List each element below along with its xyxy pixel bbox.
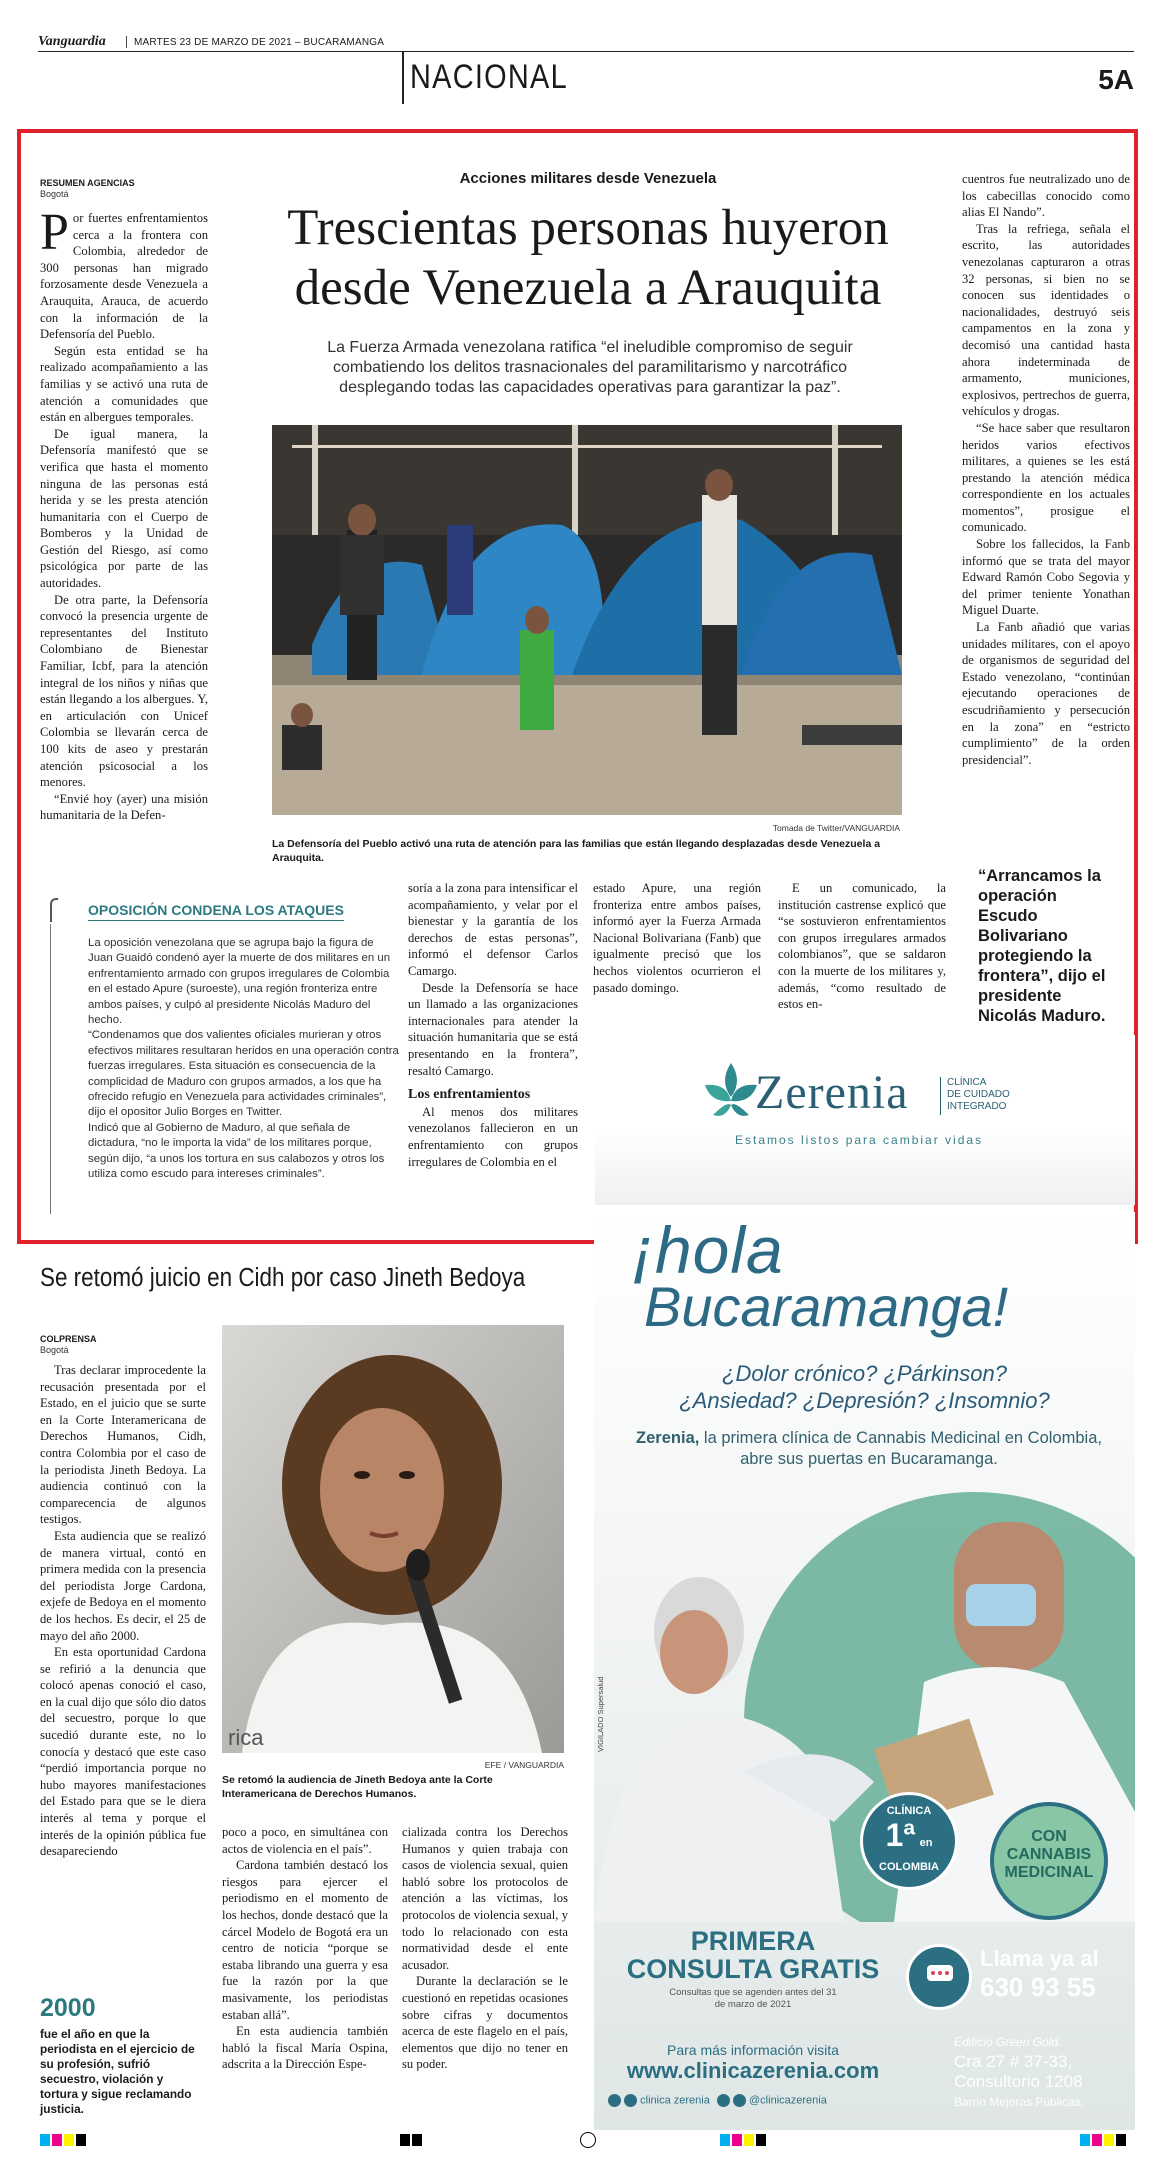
color-swatch xyxy=(732,2134,742,2146)
header-divider xyxy=(126,36,127,48)
badge-en: en xyxy=(919,1837,933,1849)
color-swatch xyxy=(76,2134,86,2146)
instagram-icon[interactable] xyxy=(733,2094,746,2107)
ad-slogan: Estamos listos para cambiar vidas xyxy=(735,1133,984,1147)
main-city: Bogotá xyxy=(40,189,69,199)
badge-num: 1ª xyxy=(885,1817,916,1853)
paragraph: estado Apure, una región fronteriza entre ambos países, informó ayer la Fuerza Armada Nacional Bolivariana (Fanb) que igualmente precisó que los hechos violentos ocurrieron el pasado domingo. xyxy=(593,881,761,995)
headline-line: Trescientas personas huyeron xyxy=(287,200,889,256)
color-swatch xyxy=(756,2134,766,2146)
address-block xyxy=(954,2032,1084,2112)
paragraph: poco a poco, en simultánea con actos de violencia en el país”. xyxy=(222,1825,388,1856)
info-label: Para más información visita xyxy=(667,2042,839,2058)
main-col4 xyxy=(778,880,946,1030)
linkedin-icon[interactable] xyxy=(624,2094,637,2107)
phone-block xyxy=(980,1946,1099,2003)
jineth-bedoya-photo xyxy=(222,1325,564,1753)
second-col1 xyxy=(40,1362,206,2062)
paragraph: E un comunicado, la institución castrense explicó que “se sostuvieron enfrentamientos con grupos irregulares armados colombianos”, que se saldaron con la muerte de los militares y, además, “como resultado de estos en- xyxy=(778,881,946,1012)
social-row xyxy=(608,2094,827,2107)
sidebar-title: OPOSICIÓN CONDENA LOS ATAQUES xyxy=(88,902,344,921)
paragraph: “Envié hoy (ayer) una misión humanitaria de la Defen- xyxy=(40,791,208,823)
paragraph: Sobre los fallecidos, la Fanb informó que se trata del mayor Edward Ramón Cobo Segovia y del primer teniente Yonathan Miguel Duarte. xyxy=(962,537,1130,618)
consult-line: CONSULTA GRATIS xyxy=(626,1954,880,1984)
info-block xyxy=(608,2042,898,2084)
youtube-icon[interactable] xyxy=(608,2094,621,2107)
second-agency: COLPRENSA xyxy=(40,1334,97,1344)
main-photo-credit: Tomada de Twitter/VANGUARDIA xyxy=(772,823,900,833)
address-line: Cra 27 # 37-33, xyxy=(954,2052,1073,2071)
paragraph: Según esta entidad se ha realizado acompañamiento a las familias y se activó una ruta de atención a comunidades que están en albergues temporales. xyxy=(40,343,208,425)
color-swatch xyxy=(1080,2134,1090,2146)
color-swatch xyxy=(52,2134,62,2146)
ad-questions xyxy=(594,1360,1135,1414)
tag-line: DE CUIDADO xyxy=(947,1089,1010,1100)
paragraph: Esta audiencia que se realizó de manera virtual, contó en primera medida con la presencia del periodista Jorge Cardona, exjefe de Bedoya en el momento de los hechos. Es decir, el 25 de mayo del año 2000. xyxy=(40,1528,206,1643)
paragraph: Tras declarar improcedente la recusación presentada por el Estado, en el juicio que se surte en la Corte Interamericana de Derechos Humanos, Cidh, contra Colombia por el caso de la periodista Jineth Bedoya. La audiencia continuó con la comparecencia de algunos testigos. xyxy=(40,1363,206,1527)
issue-date: MARTES 23 DE MARZO DE 2021 – BUCARAMANGA xyxy=(134,37,385,48)
main-col3 xyxy=(593,880,761,1030)
ad-city: Bucaramanga! xyxy=(644,1275,1009,1338)
headline xyxy=(228,198,948,318)
main-col1 xyxy=(40,204,208,870)
main-photo xyxy=(272,425,902,815)
address-line: Barrio Mejoras Públicas. xyxy=(954,2095,1085,2109)
ad-brand: Zerenia xyxy=(755,1066,909,1119)
headline-line: desde Venezuela a Arauquita xyxy=(294,260,882,316)
newspaper-name: Vanguardia xyxy=(38,34,106,49)
website-link[interactable]: www.clinicazerenia.com xyxy=(626,2058,880,2083)
color-swatch xyxy=(400,2134,410,2146)
facebook-icon[interactable] xyxy=(717,2094,730,2107)
cannabis-line: MEDICINAL xyxy=(1004,1864,1094,1881)
svg-text:rica: rica xyxy=(228,1725,264,1750)
stat-number: 2000 xyxy=(40,1994,96,2022)
main-col5 xyxy=(962,171,1130,811)
paragraph: Al menos dos militares venezolanos fallecieron en un enfrentamiento con grupos irregulares de Colombia en el xyxy=(408,1104,578,1169)
color-swatch xyxy=(720,2134,730,2146)
second-photo-caption: Se retomó la audiencia de Jineth Bedoya ante la Corte Interamericana de Derechos Humanos. xyxy=(222,1774,493,1800)
stat-text: fue el año en que la periodista en el ejercicio de su profesión, sufrió secuestro, violación y tortura y sigue reclamando justicia. xyxy=(40,2027,195,2116)
clinic-badge xyxy=(860,1792,958,1890)
consult-offer xyxy=(608,1927,898,2011)
ad-tagline xyxy=(947,1077,1010,1113)
sidebar-box xyxy=(50,898,400,1218)
deck: La Fuerza Armada venezolana ratifica “el ineludible compromiso de seguir combatiendo los delitos trasnacionales del paramilitarismo y narcotráfico desplegando todas las capacidades operativas para garantizar la paz”. xyxy=(327,339,853,396)
social-handle[interactable]: clinica zerenia xyxy=(640,2094,710,2107)
tag-line: CLÍNICA xyxy=(947,1077,987,1088)
registration-mark xyxy=(580,2132,596,2148)
paragraph: Cardona también destacó los riesgos para ejercer el periodismo en el momento de los hechos, donde destacó que la cárcel Modelo de Bogotá era un centro de noticia “porque se estaba librando una guerra y esa fue la razón por la que masivamente, los periodistas estaban allá”. xyxy=(222,1858,388,2022)
color-swatch xyxy=(1092,2134,1102,2146)
paragraph: soría a la zona para intensificar el acompañamiento, y velar por el bienestar y la garantía de los derechos de estas personas”, informó el defensor Carlos Camargo. xyxy=(408,881,578,978)
cannabis-line: CANNABIS xyxy=(1006,1846,1092,1863)
paragraph: Indicó que al Gobierno de Maduro, al que señala de dictadura, “no le importa la vida” de los militares porque, según dijo, “a unos los tortura en sus calabozos y otros los utiliza como escudo para intereses criminales”. xyxy=(88,1121,385,1181)
pullquote: “Arrancamos la operación Escudo Bolivariano protegiendo la frontera”, dijo el presidente Nicolás Maduro. xyxy=(978,867,1106,1025)
second-col2 xyxy=(222,1824,388,2124)
section-divider xyxy=(402,52,404,104)
intro-rest: la primera clínica de Cannabis Medicinal en Colombia, abre sus puertas en Bucaramanga. xyxy=(703,1429,1102,1468)
zerenia-big-ad xyxy=(594,1212,1135,2130)
address-line: Edificio Green Gold. xyxy=(954,2035,1062,2049)
page-number: 5A xyxy=(1098,64,1134,95)
sidebar-body xyxy=(88,936,400,1183)
print-registration-bar xyxy=(40,2134,1134,2148)
ad-intro xyxy=(634,1428,1104,1470)
ad-vigilado: VIGILADO Supersalud xyxy=(596,1676,605,1752)
paragraph: De igual manera, la Defensoría manifestó que se verifica que hasta el momento ninguna de las personas está herida y se les presta atención humanitaria con el Cuerpo de Bomberos y la Unidad de Gestión del Riesgo, así como psicológica por parte de las autoridades. xyxy=(40,426,208,591)
paragraph: Durante la declaración se le cuestionó en repetidas ocasiones sobre cifras y documentos acerca de este flagelo en el país, elementos que dijo no tener en su poder. xyxy=(402,1974,568,2072)
phone-chat-icon xyxy=(909,1947,969,2007)
social-handle[interactable]: @clinicazerenia xyxy=(749,2094,827,2107)
intro-brand: Zerenia, xyxy=(636,1429,700,1447)
sidebar-rule xyxy=(50,924,51,1214)
second-col3 xyxy=(402,1824,568,2124)
phone-icon-box xyxy=(906,1944,972,2010)
paragraph: De otra parte, la Defensoría convocó la presencia urgente de representantes del Instituto Colombiano de Bienestar Familiar, Icbf, para la atención integral de los niños y niñas que están llegando a los albergues. Y, en articulación con Unicef Colombia se llevarán cerca de 100 kits de aseo y prestarán atención psicosocial a los menores. xyxy=(40,592,208,790)
paragraph: La Fanb añadió que varias unidades militares, con el apoyo de organismos de seguridad del Estado venezolano, “continúan ejecutando operaciones de escudriñamiento y persecución en la zona” en “estricto cumplimiento” de la orden presidencial”. xyxy=(962,620,1130,767)
main-col2 xyxy=(408,880,578,1210)
badge-line: CLÍNICA xyxy=(886,1805,932,1817)
main-photo-caption: La Defensoría del Pueblo activó una ruta de atención para las familias que están llegando desplazadas desde Venezuela a Arauquita. xyxy=(272,838,881,864)
paragraph: En esta oportunidad Cardona se refirió a la denuncia que colocó apenas conoció el caso, en la cual dijo que sólo dio datos del secuestro, porque lo que sucedió durante este, no lo conocía y destacó que este caso “perdió importancia porque no hubo mayores manifestaciones del Estado para que se le diera interés al tema y porque el interés de la opinión pública fue desapareciendo xyxy=(40,1645,206,1859)
tag-line: INTEGRADO xyxy=(947,1101,1007,1112)
second-photo-credit: EFE / VANGUARDIA xyxy=(484,1760,564,1770)
section-title: NACIONAL xyxy=(410,58,568,96)
cannabis-badge xyxy=(990,1802,1108,1920)
subhead: Los enfrentamientos xyxy=(408,1087,531,1103)
consult-line: PRIMERA xyxy=(690,1926,816,1956)
consult-note: Consultas que se agenden antes del 31 de marzo de 2021 xyxy=(669,1987,837,2010)
zerenia-small-ad xyxy=(595,1035,1135,1205)
color-swatch xyxy=(40,2134,50,2146)
kicker: Acciones militares desde Venezuela xyxy=(459,170,717,187)
refugee-tents-photo xyxy=(272,425,902,815)
paragraph: “Se hace saber que resultaron heridos varios efectivos militares, a quienes se les está prestando la atención médica correspondiente en los actuales momentos”, prosigue el comunicado. xyxy=(962,420,1130,535)
ad-question: ¿Dolor crónico? ¿Párkinson? xyxy=(722,1361,1007,1386)
badge-line: COLOMBIA xyxy=(879,1861,939,1873)
main-agency: RESUMEN AGENCIAS xyxy=(40,178,135,188)
paragraph: cuentros fue neutralizado uno de los cabecillas conocido como alias El Nando”. xyxy=(962,172,1130,220)
second-city: Bogotá xyxy=(40,1345,69,1355)
sidebar-accent xyxy=(50,898,58,922)
dropcap: P xyxy=(40,204,69,261)
second-headline: Se retomó juicio en Cidh por caso Jineth Bedoya xyxy=(40,1264,526,1292)
phone-number[interactable]: 630 93 55 xyxy=(980,1972,1096,2002)
leaf-icon xyxy=(705,1063,757,1125)
ad-divider xyxy=(940,1077,941,1115)
color-swatch xyxy=(744,2134,754,2146)
badge-num-row xyxy=(863,1817,955,1861)
color-swatch xyxy=(1116,2134,1126,2146)
address-line: Consultorio 1208 xyxy=(954,2072,1083,2091)
paragraph: “Condenamos que dos valientes oficiales murieran y otros efectivos militares resultaran heridos en una operación contra fuerzas irregulares. Esta situación es consecuencia de la complicidad de Maduro con grupos armados, a los que ha ofrecido refugio en Venezuela para actividades criminales”, dijo el opositor Julio Borges en Twitter. xyxy=(88,1029,399,1119)
paragraph: En esta audiencia también habló la fiscal María Ospina, adscrita a la Dirección Espe- xyxy=(222,2024,388,2072)
call-label: Llama ya al xyxy=(980,1946,1099,1971)
paragraph: Desde la Defensoría se hace un llamado a las organizaciones internacionales para atender la situación humanitaria que se está presentando en la frontera”, resaltó Camargo. xyxy=(408,980,578,1078)
second-photo xyxy=(222,1325,564,1753)
paragraph: La oposición venezolana que se agrupa bajo la figura de Juan Guaidó condenó ayer la muerte de dos militares en un enfrentamiento armado con grupos irregulares de Colombia en el estado Apure (suroeste), una región fronteriza entre ambos países, y culpó al presidente Nicolás Maduro del hecho. xyxy=(88,937,391,1027)
color-swatch xyxy=(64,2134,74,2146)
paragraph: Tras la refriega, señala el escrito, las autoridades venezolanas capturaron a otras 32 personas, si bien no se conocen sus identidades o nacionalidades, destruyó seis campamentos en la zona y decomisó una cantidad hasta ahora indeterminada de armamento, municiones, explosivos, pertrechos de guerra, vehículos y drogas. xyxy=(962,221,1130,419)
ad-hola: ¡hola xyxy=(632,1213,784,1287)
paragraph: or fuertes enfrentamientos cerca a la frontera con Colombia, alrededor de 300 personas han migrado forzosamente desde Venezuela a Arauquita, Arauca, de acuerdo con la información de la Defensoría del Pueblo. xyxy=(40,211,208,342)
cannabis-line: CON xyxy=(1031,1828,1067,1845)
paragraph: cializada contra los Derechos Humanos y quien trabaja con casos de violencia sexual, quien habló sobre los protocolos de atención a las víctimas, los protocolos de violencia sexual, y todo lo relacionado con esta normatividad desde el ente acusador. xyxy=(402,1825,568,1972)
color-swatch xyxy=(1104,2134,1114,2146)
ad-question: ¿Ansiedad? ¿Depresión? ¿Insomnio? xyxy=(679,1388,1050,1413)
color-swatch xyxy=(412,2134,422,2146)
page-header xyxy=(38,34,1134,52)
